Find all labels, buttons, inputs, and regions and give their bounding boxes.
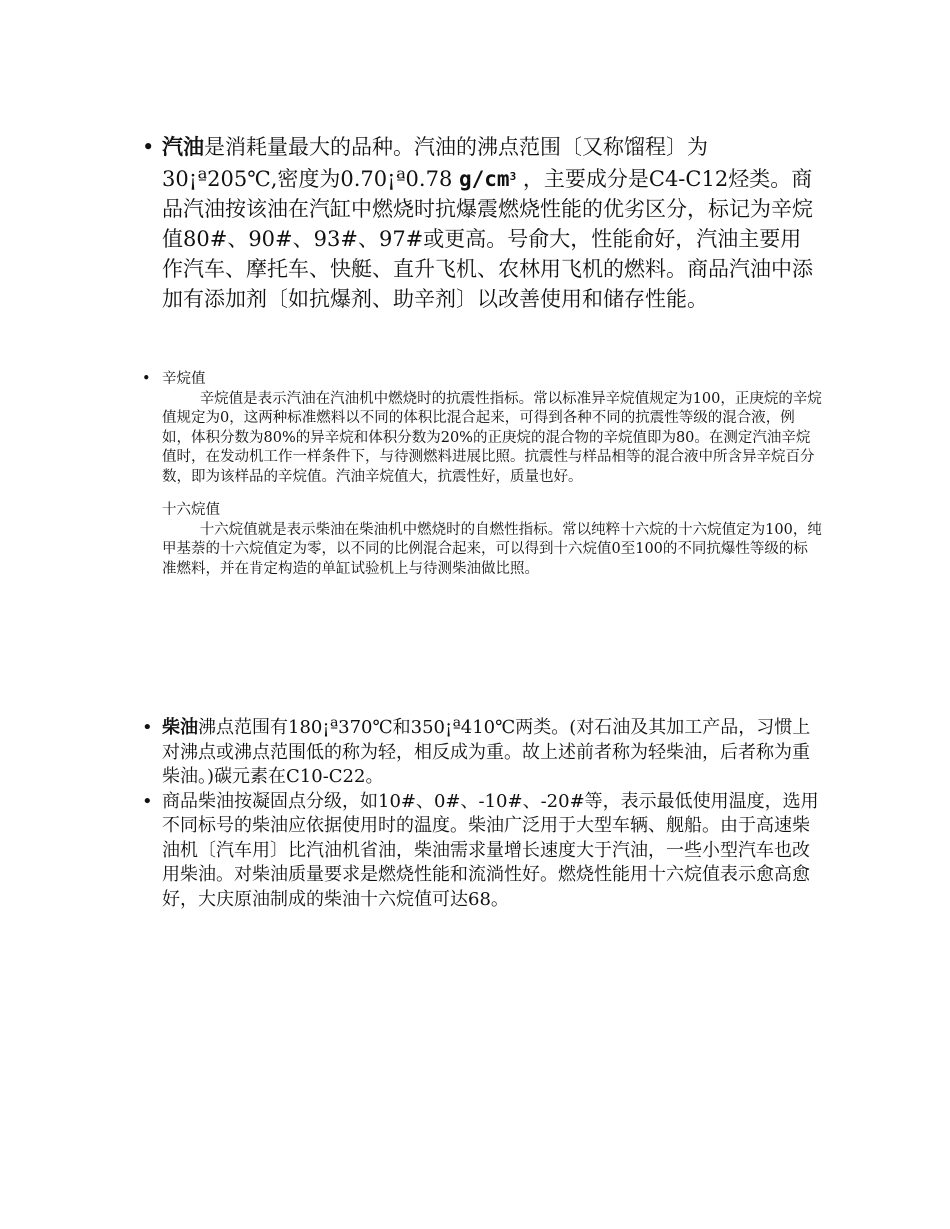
gasoline-bullet xyxy=(142,132,822,314)
octane-content xyxy=(162,370,822,487)
diesel-paragraph-2: 商品柴油按凝固点分级，如10#、0#、-10#、-20#等，表示最低使用温度，选用不同标号的柴油应依据使用时的温度。柴油广泛用于大型车辆、舰船。由于高速柴油机〔汽车用〕比汽油机省油，柴油需求量增长速度大于汽油，一些小型汽车也改用柴油。对柴油质量要求是燃烧性能和流淌性好。燃烧性能用十六烷值表示愈高愈好，大庆原油制成的柴油十六烷值可达68。 xyxy=(162,790,819,910)
cetane-heading: 十六烷值 xyxy=(162,502,220,518)
diesel-section xyxy=(142,716,822,912)
diesel-bullet-1 xyxy=(142,716,822,790)
gasoline-lead-term: 汽油 xyxy=(162,135,204,159)
octane-bullet xyxy=(142,370,822,487)
density-unit-exponent: 3 xyxy=(509,170,517,183)
diesel-paragraph-1 xyxy=(162,716,822,790)
density-unit-base: g/cm xyxy=(459,167,510,191)
gasoline-section xyxy=(142,132,822,314)
octane-body: 辛烷值是表示汽油在汽油机中燃烧时的抗震性指标。常以标准异辛烷值规定为100，正庚烷的辛烷值规定为0，这两种标准燃料以不同的体积比混合起来，可得到各种不同的抗震性等级的混合液，例如，体积分数为80%的异辛烷和体积分数为20%的正庚烷的混合物的辛烷值即为80。在测定汽油辛烷值时，在发动机工作一样条件下，与待测燃料进展比照。抗震性与样品相等的混合液中所含异辛烷百分数，即为该样品的辛烷值。汽油辛烷值大，抗震性好，质量也好。 xyxy=(162,390,822,485)
cetane-body: 十六烷值就是表示柴油在柴油机中燃烧时的自燃性指标。常以纯粹十六烷的十六烷值定为100，纯甲基萘的十六烷值定为零，以不同的比例混合起来，可以得到十六烷值0至100的不同抗爆性等级的标准燃料，并在肯定构造的单缸试验机上与待测柴油做比照。 xyxy=(162,521,822,577)
definitions-section xyxy=(142,370,822,579)
bullet-dot-icon: • xyxy=(142,135,155,159)
cetane-content xyxy=(142,501,822,579)
diesel-text-1: 沸点范围有180¡ª370℃和350¡ª410℃两类。(对石油及其加工产品，习惯上对沸点或沸点范围低的称为轻，相反成为重。故上述前者称为轻柴油，后者称为重柴油。)碳元素在C10-C22。 xyxy=(162,717,811,787)
gasoline-paragraph xyxy=(162,132,822,314)
bullet-dot-icon: • xyxy=(142,717,153,738)
gasoline-text-part1: 是消耗量最大的品种。汽油的沸点范围〔又称馏程〕为30¡ª205℃,密度为0.70¡ª0.78 xyxy=(162,135,708,191)
diesel-bullet-2 xyxy=(142,790,822,913)
gasoline-text-part2: ，主要成分是C4-C12烃类。商品汽油按该油在汽缸中燃烧时抗爆震燃烧性能的优劣区分，标记为辛烷值80#、90#、93#、97#或更高。号俞大，性能俞好，汽油主要用作汽车、摩托车、快艇、直升飞机、农林用飞机的燃料。商品汽油中添加有添加剂〔如抗爆剂、助辛剂〕以改善使用和储存性能。 xyxy=(162,167,813,311)
diesel-lead-term: 柴油 xyxy=(162,717,198,738)
bullet-dot-icon: • xyxy=(142,790,153,812)
density-unit xyxy=(459,167,516,191)
octane-heading: 辛烷值 xyxy=(162,371,206,387)
bullet-dot-icon: • xyxy=(142,371,151,387)
